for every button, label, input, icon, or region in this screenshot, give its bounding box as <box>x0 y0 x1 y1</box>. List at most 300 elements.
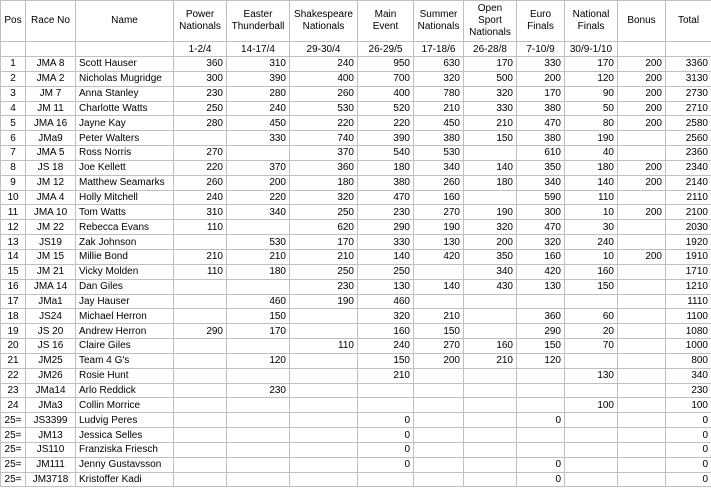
open-sport-cell: 160 <box>464 339 517 354</box>
total-cell: 1080 <box>666 324 711 339</box>
shakespeare-cell: 240 <box>290 57 358 72</box>
race-no-cell: JM 11 <box>26 101 76 116</box>
euro-cell: 610 <box>517 146 565 161</box>
results-body <box>1 57 711 487</box>
open-sport-cell: 430 <box>464 279 517 294</box>
total-cell: 2340 <box>666 160 711 175</box>
open-sport-cell <box>464 294 517 309</box>
national-finals-cell: 190 <box>565 131 618 146</box>
header-cell: Shakespeare Nationals <box>290 1 358 42</box>
power-cell: 310 <box>174 205 227 220</box>
race-no-cell: JS24 <box>26 309 76 324</box>
name-cell: Dan Giles <box>76 279 174 294</box>
easter-cell: 180 <box>227 264 290 279</box>
name-cell: Holly Mitchell <box>76 190 174 205</box>
open-sport-cell: 210 <box>464 353 517 368</box>
race-no-cell: JM 22 <box>26 220 76 235</box>
euro-cell: 470 <box>517 116 565 131</box>
easter-cell <box>227 220 290 235</box>
national-finals-cell: 180 <box>565 160 618 175</box>
pos-cell: 17 <box>1 294 26 309</box>
open-sport-cell: 150 <box>464 131 517 146</box>
header-cell: Euro Finals <box>517 1 565 42</box>
total-cell: 1710 <box>666 264 711 279</box>
bonus-cell: 200 <box>618 205 666 220</box>
main-event-cell: 390 <box>358 131 414 146</box>
shakespeare-cell: 400 <box>290 71 358 86</box>
pos-cell: 1 <box>1 57 26 72</box>
power-cell <box>174 368 227 383</box>
date-cell <box>76 42 174 57</box>
summer-cell <box>414 398 464 413</box>
shakespeare-cell: 210 <box>290 249 358 264</box>
summer-cell: 210 <box>414 309 464 324</box>
national-finals-cell: 90 <box>565 86 618 101</box>
pos-cell: 2 <box>1 71 26 86</box>
name-cell: Zak Johnson <box>76 235 174 250</box>
dates-row <box>1 42 711 57</box>
power-cell: 110 <box>174 264 227 279</box>
pos-cell: 23 <box>1 383 26 398</box>
bonus-cell <box>618 264 666 279</box>
main-event-cell: 400 <box>358 86 414 101</box>
table-row <box>1 175 711 190</box>
race-no-cell: JM25 <box>26 353 76 368</box>
total-cell: 2730 <box>666 86 711 101</box>
power-cell <box>174 472 227 487</box>
national-finals-cell: 60 <box>565 309 618 324</box>
date-cell <box>666 42 711 57</box>
easter-cell: 370 <box>227 160 290 175</box>
bonus-cell: 200 <box>618 101 666 116</box>
easter-cell: 120 <box>227 353 290 368</box>
bonus-cell <box>618 309 666 324</box>
main-event-cell <box>358 398 414 413</box>
header-row <box>1 1 711 42</box>
pos-cell: 9 <box>1 175 26 190</box>
power-cell: 240 <box>174 190 227 205</box>
pos-cell: 15 <box>1 264 26 279</box>
total-cell: 2030 <box>666 220 711 235</box>
euro-cell: 0 <box>517 413 565 428</box>
summer-cell <box>414 428 464 443</box>
easter-cell: 150 <box>227 309 290 324</box>
total-cell: 2140 <box>666 175 711 190</box>
euro-cell <box>517 398 565 413</box>
table-row <box>1 368 711 383</box>
euro-cell: 130 <box>517 279 565 294</box>
summer-cell: 340 <box>414 160 464 175</box>
easter-cell <box>227 413 290 428</box>
summer-cell: 190 <box>414 220 464 235</box>
summer-cell: 140 <box>414 279 464 294</box>
table-row <box>1 264 711 279</box>
pos-cell: 5 <box>1 116 26 131</box>
header-cell: Race No <box>26 1 76 42</box>
euro-cell: 340 <box>517 175 565 190</box>
summer-cell: 530 <box>414 146 464 161</box>
national-finals-cell: 170 <box>565 57 618 72</box>
summer-cell: 420 <box>414 249 464 264</box>
bonus-cell <box>618 131 666 146</box>
shakespeare-cell: 220 <box>290 116 358 131</box>
power-cell <box>174 294 227 309</box>
power-cell <box>174 413 227 428</box>
bonus-cell <box>618 353 666 368</box>
power-cell <box>174 442 227 457</box>
name-cell: Charlotte Watts <box>76 101 174 116</box>
race-no-cell: JM 21 <box>26 264 76 279</box>
open-sport-cell <box>464 457 517 472</box>
shakespeare-cell: 190 <box>290 294 358 309</box>
race-no-cell: JMa3 <box>26 398 76 413</box>
table-row <box>1 57 711 72</box>
national-finals-cell: 110 <box>565 190 618 205</box>
header-cell: Open Sport Nationals <box>464 1 517 42</box>
national-finals-cell: 40 <box>565 146 618 161</box>
euro-cell: 0 <box>517 457 565 472</box>
pos-cell: 4 <box>1 101 26 116</box>
name-cell: Claire Giles <box>76 339 174 354</box>
open-sport-cell <box>464 428 517 443</box>
summer-cell: 380 <box>414 131 464 146</box>
main-event-cell: 330 <box>358 235 414 250</box>
race-no-cell: JM 12 <box>26 175 76 190</box>
summer-cell <box>414 264 464 279</box>
shakespeare-cell <box>290 383 358 398</box>
summer-cell <box>414 368 464 383</box>
open-sport-cell <box>464 368 517 383</box>
race-no-cell: JS19 <box>26 235 76 250</box>
total-cell: 3130 <box>666 71 711 86</box>
summer-cell: 450 <box>414 116 464 131</box>
race-no-cell: JM26 <box>26 368 76 383</box>
easter-cell: 340 <box>227 205 290 220</box>
table-row <box>1 235 711 250</box>
table-row <box>1 220 711 235</box>
main-event-cell: 0 <box>358 442 414 457</box>
open-sport-cell: 500 <box>464 71 517 86</box>
easter-cell <box>227 428 290 443</box>
shakespeare-cell: 180 <box>290 175 358 190</box>
national-finals-cell: 20 <box>565 324 618 339</box>
main-event-cell: 0 <box>358 413 414 428</box>
main-event-cell: 380 <box>358 175 414 190</box>
open-sport-cell: 320 <box>464 220 517 235</box>
main-event-cell: 130 <box>358 279 414 294</box>
table-row <box>1 190 711 205</box>
pos-cell: 25= <box>1 413 26 428</box>
power-cell: 260 <box>174 175 227 190</box>
summer-cell: 270 <box>414 339 464 354</box>
total-cell: 2100 <box>666 205 711 220</box>
date-cell: 30/9-1/10 <box>565 42 618 57</box>
bonus-cell <box>618 279 666 294</box>
euro-cell <box>517 383 565 398</box>
summer-cell <box>414 383 464 398</box>
euro-cell: 380 <box>517 131 565 146</box>
shakespeare-cell <box>290 324 358 339</box>
bonus-cell <box>618 324 666 339</box>
bonus-cell <box>618 428 666 443</box>
table-row <box>1 146 711 161</box>
bonus-cell <box>618 235 666 250</box>
pos-cell: 8 <box>1 160 26 175</box>
power-cell <box>174 428 227 443</box>
name-cell: Kristoffer Kadi <box>76 472 174 487</box>
easter-cell: 460 <box>227 294 290 309</box>
main-event-cell: 220 <box>358 116 414 131</box>
power-cell: 300 <box>174 71 227 86</box>
main-event-cell: 0 <box>358 457 414 472</box>
power-cell: 220 <box>174 160 227 175</box>
race-no-cell: JS 18 <box>26 160 76 175</box>
race-no-cell: JMA 10 <box>26 205 76 220</box>
table-row <box>1 205 711 220</box>
summer-cell: 780 <box>414 86 464 101</box>
main-event-cell: 240 <box>358 339 414 354</box>
main-event-cell: 950 <box>358 57 414 72</box>
open-sport-cell: 320 <box>464 86 517 101</box>
table-row <box>1 428 711 443</box>
bonus-cell <box>618 398 666 413</box>
national-finals-cell <box>565 294 618 309</box>
total-cell: 340 <box>666 368 711 383</box>
euro-cell: 470 <box>517 220 565 235</box>
euro-cell: 120 <box>517 353 565 368</box>
main-event-cell: 470 <box>358 190 414 205</box>
easter-cell <box>227 146 290 161</box>
name-cell: Joe Kellett <box>76 160 174 175</box>
shakespeare-cell: 250 <box>290 264 358 279</box>
power-cell <box>174 309 227 324</box>
race-no-cell: JM111 <box>26 457 76 472</box>
header-cell: Main Event <box>358 1 414 42</box>
open-sport-cell: 350 <box>464 249 517 264</box>
open-sport-cell: 170 <box>464 57 517 72</box>
national-finals-cell: 150 <box>565 279 618 294</box>
table-row <box>1 413 711 428</box>
date-cell: 29-30/4 <box>290 42 358 57</box>
name-cell: Arlo Reddick <box>76 383 174 398</box>
shakespeare-cell: 110 <box>290 339 358 354</box>
shakespeare-cell <box>290 368 358 383</box>
pos-cell: 7 <box>1 146 26 161</box>
bonus-cell: 200 <box>618 175 666 190</box>
easter-cell <box>227 442 290 457</box>
header-cell: Bonus <box>618 1 666 42</box>
table-row <box>1 249 711 264</box>
main-event-cell: 180 <box>358 160 414 175</box>
name-cell: Jay Hauser <box>76 294 174 309</box>
power-cell: 280 <box>174 116 227 131</box>
bonus-cell: 200 <box>618 57 666 72</box>
national-finals-cell: 50 <box>565 101 618 116</box>
total-cell: 1110 <box>666 294 711 309</box>
total-cell: 1210 <box>666 279 711 294</box>
bonus-cell <box>618 472 666 487</box>
table-row <box>1 309 711 324</box>
easter-cell: 530 <box>227 235 290 250</box>
national-finals-cell: 140 <box>565 175 618 190</box>
race-no-cell: JM13 <box>26 428 76 443</box>
summer-cell <box>414 457 464 472</box>
pos-cell: 10 <box>1 190 26 205</box>
easter-cell: 390 <box>227 71 290 86</box>
power-cell <box>174 398 227 413</box>
open-sport-cell: 340 <box>464 264 517 279</box>
summer-cell <box>414 413 464 428</box>
shakespeare-cell: 530 <box>290 101 358 116</box>
bonus-cell: 200 <box>618 86 666 101</box>
date-cell: 7-10/9 <box>517 42 565 57</box>
national-finals-cell: 10 <box>565 249 618 264</box>
name-cell: Rosie Hunt <box>76 368 174 383</box>
euro-cell: 360 <box>517 309 565 324</box>
pos-cell: 19 <box>1 324 26 339</box>
total-cell: 0 <box>666 442 711 457</box>
header-cell: Power Nationals <box>174 1 227 42</box>
euro-cell: 380 <box>517 101 565 116</box>
national-finals-cell <box>565 472 618 487</box>
easter-cell: 450 <box>227 116 290 131</box>
bonus-cell: 200 <box>618 71 666 86</box>
total-cell: 0 <box>666 413 711 428</box>
pos-cell: 11 <box>1 205 26 220</box>
open-sport-cell: 140 <box>464 160 517 175</box>
summer-cell: 320 <box>414 71 464 86</box>
name-cell: Jenny Gustavsson <box>76 457 174 472</box>
bonus-cell <box>618 220 666 235</box>
race-no-cell: JMa9 <box>26 131 76 146</box>
national-finals-cell: 70 <box>565 339 618 354</box>
easter-cell: 310 <box>227 57 290 72</box>
shakespeare-cell <box>290 353 358 368</box>
total-cell: 1000 <box>666 339 711 354</box>
race-no-cell: JS 20 <box>26 324 76 339</box>
race-no-cell: JM 15 <box>26 249 76 264</box>
open-sport-cell <box>464 190 517 205</box>
total-cell: 2360 <box>666 146 711 161</box>
euro-cell: 590 <box>517 190 565 205</box>
shakespeare-cell: 260 <box>290 86 358 101</box>
header-cell: National Finals <box>565 1 618 42</box>
date-cell <box>618 42 666 57</box>
bonus-cell <box>618 339 666 354</box>
name-cell: Team 4 G's <box>76 353 174 368</box>
national-finals-cell <box>565 428 618 443</box>
total-cell: 1910 <box>666 249 711 264</box>
header-cell: Easter Thunderball <box>227 1 290 42</box>
name-cell: Jessica Selles <box>76 428 174 443</box>
name-cell: Franziska Friesch <box>76 442 174 457</box>
bonus-cell <box>618 457 666 472</box>
total-cell: 1100 <box>666 309 711 324</box>
name-cell: Nicholas Mugridge <box>76 71 174 86</box>
easter-cell: 200 <box>227 175 290 190</box>
euro-cell: 160 <box>517 249 565 264</box>
easter-cell: 170 <box>227 324 290 339</box>
table-row <box>1 324 711 339</box>
race-no-cell: JS3399 <box>26 413 76 428</box>
national-finals-cell: 160 <box>565 264 618 279</box>
name-cell: Ludvig Peres <box>76 413 174 428</box>
open-sport-cell: 180 <box>464 175 517 190</box>
main-event-cell: 320 <box>358 309 414 324</box>
euro-cell: 300 <box>517 205 565 220</box>
total-cell: 2560 <box>666 131 711 146</box>
power-cell <box>174 279 227 294</box>
pos-cell: 6 <box>1 131 26 146</box>
total-cell: 1920 <box>666 235 711 250</box>
open-sport-cell <box>464 413 517 428</box>
table-row <box>1 442 711 457</box>
main-event-cell: 250 <box>358 264 414 279</box>
shakespeare-cell: 370 <box>290 146 358 161</box>
main-event-cell <box>358 383 414 398</box>
open-sport-cell <box>464 442 517 457</box>
shakespeare-cell <box>290 398 358 413</box>
table-row <box>1 383 711 398</box>
open-sport-cell: 210 <box>464 116 517 131</box>
date-cell <box>1 42 26 57</box>
pos-cell: 25= <box>1 428 26 443</box>
race-no-cell: JM3718 <box>26 472 76 487</box>
easter-cell: 240 <box>227 101 290 116</box>
name-cell: Jayne Kay <box>76 116 174 131</box>
table-row <box>1 398 711 413</box>
national-finals-cell: 30 <box>565 220 618 235</box>
table-row <box>1 131 711 146</box>
open-sport-cell <box>464 398 517 413</box>
pos-cell: 3 <box>1 86 26 101</box>
power-cell: 360 <box>174 57 227 72</box>
national-finals-cell: 130 <box>565 368 618 383</box>
race-no-cell: JMa14 <box>26 383 76 398</box>
power-cell: 110 <box>174 220 227 235</box>
shakespeare-cell <box>290 413 358 428</box>
bonus-cell: 200 <box>618 116 666 131</box>
name-cell: Tom Watts <box>76 205 174 220</box>
shakespeare-cell: 230 <box>290 279 358 294</box>
summer-cell <box>414 472 464 487</box>
power-cell: 230 <box>174 86 227 101</box>
pos-cell: 25= <box>1 442 26 457</box>
power-cell <box>174 353 227 368</box>
open-sport-cell <box>464 146 517 161</box>
total-cell: 2580 <box>666 116 711 131</box>
pos-cell: 12 <box>1 220 26 235</box>
national-finals-cell <box>565 413 618 428</box>
race-no-cell: JMa1 <box>26 294 76 309</box>
easter-cell: 220 <box>227 190 290 205</box>
power-cell: 210 <box>174 249 227 264</box>
table-row <box>1 353 711 368</box>
summer-cell: 160 <box>414 190 464 205</box>
open-sport-cell: 190 <box>464 205 517 220</box>
shakespeare-cell <box>290 428 358 443</box>
header-cell: Summer Nationals <box>414 1 464 42</box>
total-cell: 0 <box>666 457 711 472</box>
summer-cell: 270 <box>414 205 464 220</box>
national-finals-cell <box>565 442 618 457</box>
name-cell: Vicky Molden <box>76 264 174 279</box>
euro-cell: 0 <box>517 472 565 487</box>
date-cell: 17-18/6 <box>414 42 464 57</box>
shakespeare-cell: 360 <box>290 160 358 175</box>
table-row <box>1 71 711 86</box>
open-sport-cell <box>464 324 517 339</box>
